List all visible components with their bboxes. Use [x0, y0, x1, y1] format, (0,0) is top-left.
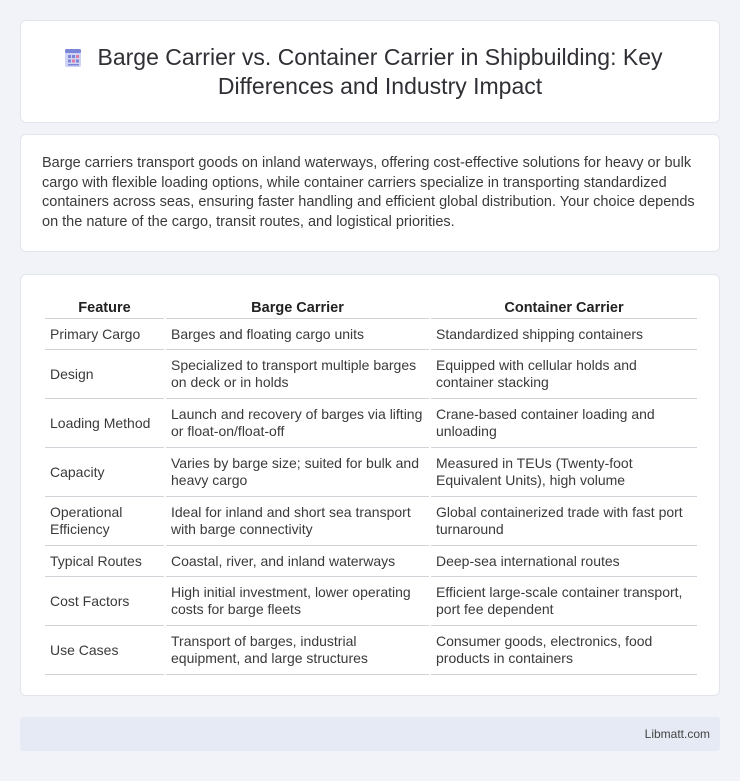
container-cell: Measured in TEUs (Twenty-foot Equivalent Units), high volume: [431, 448, 697, 497]
comparison-card: [20, 274, 720, 696]
container-cell: Deep-sea international routes: [431, 546, 697, 577]
footer-site-link[interactable]: Libmatt.com: [644, 727, 710, 741]
table-row: [45, 546, 697, 577]
feature-cell: Primary Cargo: [45, 319, 164, 350]
container-cell: Standardized shipping containers: [431, 319, 697, 350]
container-cell: Crane-based container loading and unloading: [431, 399, 697, 448]
footer-bar: [20, 717, 720, 751]
barge-cell: Transport of barges, industrial equipment, and large structures: [166, 626, 429, 675]
table-row: [45, 319, 697, 350]
barge-cell: Launch and recovery of barges via lifting or float-on/float-off: [166, 399, 429, 448]
table-row: [45, 577, 697, 626]
container-cell: Efficient large-scale container transport, port fee dependent: [431, 577, 697, 626]
container-cell: Consumer goods, electronics, food products in containers: [431, 626, 697, 675]
feature-cell: Capacity: [45, 448, 164, 497]
barge-cell: High initial investment, lower operating costs for barge fleets: [166, 577, 429, 626]
header-feature: Feature: [45, 295, 164, 319]
feature-cell: Cost Factors: [45, 577, 164, 626]
barge-cell: Coastal, river, and inland waterways: [166, 546, 429, 577]
feature-cell: Typical Routes: [45, 546, 164, 577]
intro-paragraph: Barge carriers transport goods on inland waterways, offering cost-effective solutions for heavy or bulk cargo with flexible loading options, while container carriers specialize in transporting standardized containers across seas, ensuring faster handling and efficient global distribution. Your choice depends on the nature of the cargo, transit routes, and logistical priorities.: [42, 155, 695, 230]
barge-cell: Varies by barge size; suited for bulk and heavy cargo: [166, 448, 429, 497]
container-cell: Global containerized trade with fast port turnaround: [431, 497, 697, 546]
table-row: [45, 399, 697, 448]
feature-cell: Design: [45, 350, 164, 399]
table-row: [45, 350, 697, 399]
table-row: [45, 448, 697, 497]
header-barge-carrier: Barge Carrier: [166, 295, 429, 319]
page-title: Barge Carrier vs. Container Carrier in Shipbuilding: Key Differences and Industry Impact: [97, 44, 663, 99]
container-cell: Equipped with cellular holds and container stacking: [431, 350, 697, 399]
header-container-carrier: Container Carrier: [431, 295, 697, 319]
barge-cell: Ideal for inland and short sea transport with barge connectivity: [166, 497, 429, 546]
barge-cell: Specialized to transport multiple barges on deck or in holds: [166, 350, 429, 399]
feature-cell: Use Cases: [45, 626, 164, 675]
barge-cell: Barges and floating cargo units: [166, 319, 429, 350]
feature-cell: Loading Method: [45, 399, 164, 448]
table-row: [45, 626, 697, 675]
table-row: [45, 497, 697, 546]
table-header-row: [45, 295, 697, 319]
title-card: [20, 20, 720, 123]
feature-cell: Operational Efficiency: [45, 497, 164, 546]
intro-card: [20, 134, 720, 252]
comparison-table: [43, 295, 699, 675]
